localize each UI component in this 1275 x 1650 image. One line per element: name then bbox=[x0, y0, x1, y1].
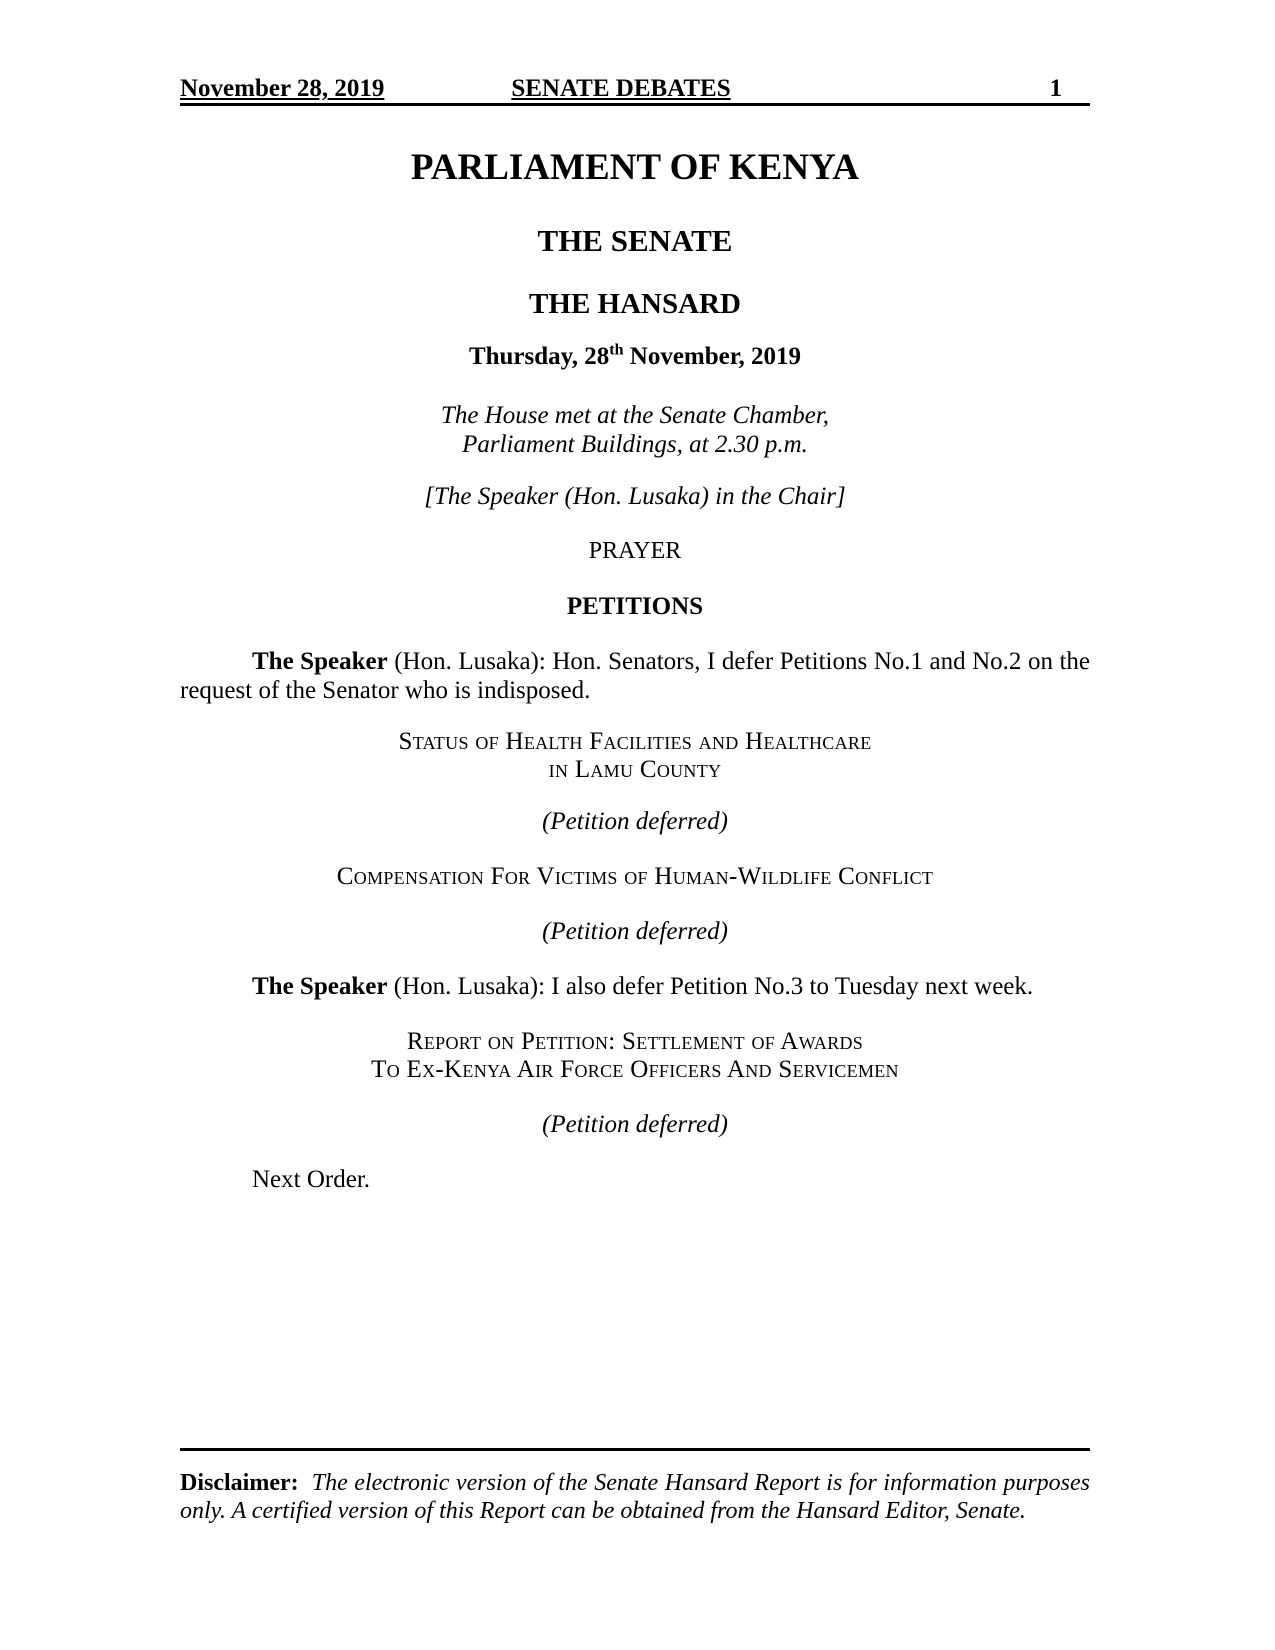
petition-deferred-note: (Petition deferred) bbox=[542, 807, 728, 835]
petition-title-line1: Report on Petition: Settlement of Awards bbox=[406, 1028, 864, 1056]
disclaimer-paragraph bbox=[180, 1470, 1090, 1525]
header-title: SENATE DEBATES bbox=[511, 75, 731, 102]
speech-paragraph bbox=[180, 972, 1090, 1002]
sitting-date-ordinal: th bbox=[609, 341, 624, 359]
sitting-date bbox=[180, 342, 1090, 372]
petition-title-air-force-awards bbox=[180, 1028, 1090, 1084]
prayer-heading: PRAYER bbox=[588, 537, 682, 564]
speaker-name: The Speaker bbox=[252, 647, 388, 675]
title-senate: THE SENATE bbox=[537, 222, 733, 258]
document-content bbox=[180, 0, 1090, 1195]
header-date: November 28, 2019 bbox=[180, 75, 385, 102]
petition-title-line1: Status of Health Facilities and Healthcare bbox=[398, 727, 872, 755]
speech-text: (Hon. Lusaka): I also defer Petition No.3 to Tuesday next week. bbox=[393, 972, 1034, 1000]
petition-deferred-note: (Petition deferred) bbox=[542, 1111, 728, 1139]
section-heading-petitions: PETITIONS bbox=[566, 592, 704, 620]
petition-title-line2: To Ex-Kenya Air Force Officers And Servicemen bbox=[371, 1056, 899, 1084]
house-met-note bbox=[180, 401, 1090, 459]
title-hansard: THE HANSARD bbox=[529, 288, 741, 321]
speaker-name: The Speaker bbox=[252, 972, 388, 1000]
disclaimer-text: The electronic version of the Senate Hansard Report is for information purposes only. A certified version of this Report can be obtained from the Hansard Editor, Senate. bbox=[180, 1470, 1091, 1524]
chair-note: [The Speaker (Hon. Lusaka) in the Chair] bbox=[424, 482, 846, 510]
footer-rule bbox=[180, 1448, 1090, 1525]
disclaimer-label: Disclaimer: bbox=[180, 1470, 299, 1496]
house-met-line2: Parliament Buildings, at 2.30 p.m. bbox=[462, 430, 808, 458]
house-met-line1: The House met at the Senate Chamber, bbox=[440, 401, 830, 429]
title-parliament: PARLIAMENT OF KENYA bbox=[410, 147, 860, 188]
petition-title-line1: Compensation For Victims of Human-Wildlife Conflict bbox=[336, 862, 934, 890]
petition-title-line2: in Lamu County bbox=[548, 755, 722, 783]
header-page-number: 1 bbox=[1049, 75, 1062, 102]
running-header bbox=[180, 76, 1090, 106]
petition-title-wildlife-conflict bbox=[180, 863, 1090, 891]
sitting-date-prefix: Thursday, 28 bbox=[468, 342, 610, 370]
petition-deferred-note: (Petition deferred) bbox=[542, 917, 728, 945]
sitting-date-suffix: November, 2019 bbox=[623, 342, 802, 370]
next-order-line: Next Order. bbox=[252, 1166, 371, 1194]
speech-text: (Hon. Lusaka): Hon. Senators, I defer Petitions No.1 and No.2 on the request of the Senator who is indisposed. bbox=[180, 647, 1090, 705]
speech-paragraph bbox=[180, 647, 1090, 706]
petition-title-lamu-health bbox=[180, 728, 1090, 784]
